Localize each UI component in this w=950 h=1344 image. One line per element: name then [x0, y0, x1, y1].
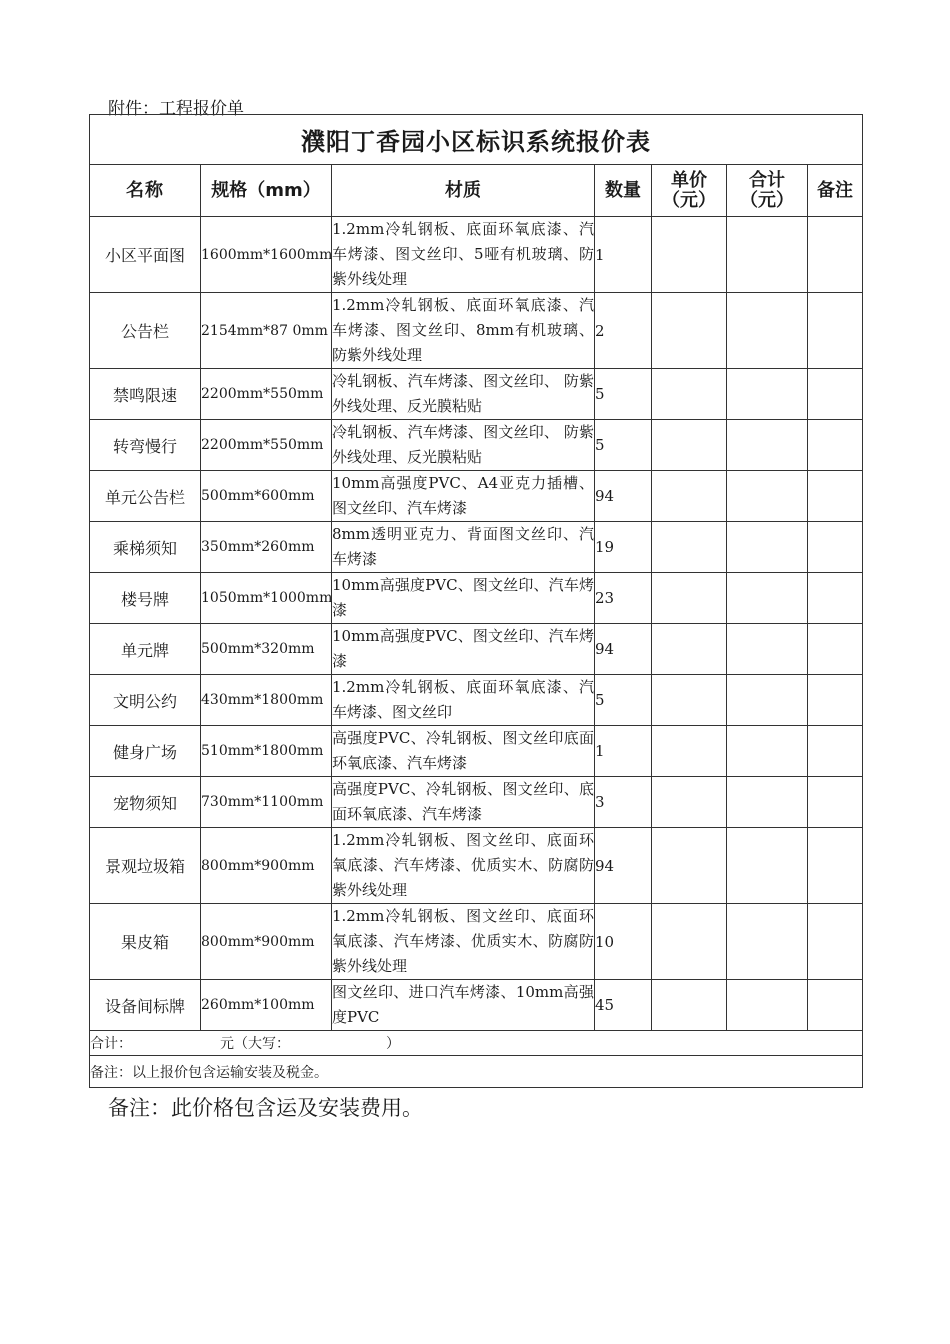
table-row	[90, 828, 863, 904]
table-row	[90, 777, 863, 828]
row-unit-price	[652, 777, 727, 828]
row-unit-price	[652, 471, 727, 522]
total-row	[90, 1031, 863, 1056]
header-unit-price-line2: （元）	[662, 189, 716, 211]
row-qty: 1	[595, 217, 652, 293]
row-material: 冷轧钢板、汽车烤漆、图文丝印、 防紫外线处理、反光膜粘贴	[332, 420, 595, 471]
row-total	[727, 369, 808, 420]
row-material: 1.2mm冷轧钢板、图文丝印、底面环氧底漆、汽车烤漆、优质实木、防腐防紫外线处理	[332, 828, 595, 904]
row-name: 禁鸣限速	[90, 369, 201, 420]
row-material: 高强度PVC、冷轧钢板、图文丝印底面环氧底漆、汽车烤漆	[332, 726, 595, 777]
row-spec: 1050mm*1000mm	[201, 573, 332, 624]
row-remark	[808, 522, 863, 573]
row-spec: 510mm*1800mm	[201, 726, 332, 777]
table-title: 濮阳丁香园小区标识系统报价表	[90, 115, 863, 165]
row-material: 1.2mm冷轧钢板、图文丝印、底面环氧底漆、汽车烤漆、优质实木、防腐防紫外线处理	[332, 904, 595, 980]
row-total	[727, 522, 808, 573]
row-remark	[808, 573, 863, 624]
row-qty: 5	[595, 369, 652, 420]
row-spec: 800mm*900mm	[201, 904, 332, 980]
row-material: 10mm高强度PVC、图文丝印、汽车烤漆	[332, 573, 595, 624]
header-total-line1: 合计	[749, 169, 785, 191]
row-unit-price	[652, 293, 727, 369]
row-total	[727, 726, 808, 777]
row-name: 单元牌	[90, 624, 201, 675]
row-total	[727, 420, 808, 471]
row-total	[727, 904, 808, 980]
note-text: 备注：以上报价包含运输安装及税金。	[90, 1056, 863, 1088]
attachment-label: 附件：工程报价单	[108, 99, 244, 119]
header-remark: 备注	[808, 165, 863, 217]
row-remark	[808, 777, 863, 828]
row-material: 10mm高强度PVC、图文丝印、汽车烤漆	[332, 624, 595, 675]
row-qty: 94	[595, 828, 652, 904]
footnote: 备注：此价格包含运及安装费用。	[108, 1096, 423, 1120]
table-row	[90, 624, 863, 675]
row-material: 8mm透明亚克力、背面图文丝印、汽车烤漆	[332, 522, 595, 573]
header-unit-price-line1: 单价	[671, 169, 707, 191]
row-total	[727, 624, 808, 675]
row-name: 小区平面图	[90, 217, 201, 293]
row-spec: 1600mm*1600mm	[201, 217, 332, 293]
row-name: 公告栏	[90, 293, 201, 369]
row-material: 10mm高强度PVC、A4亚克力插槽、 图文丝印、汽车烤漆	[332, 471, 595, 522]
total-close-paren: ）	[386, 1036, 400, 1052]
row-total	[727, 293, 808, 369]
header-qty: 数量	[595, 165, 652, 217]
row-qty: 5	[595, 420, 652, 471]
row-remark	[808, 624, 863, 675]
row-qty: 10	[595, 904, 652, 980]
row-spec: 350mm*260mm	[201, 522, 332, 573]
table-row	[90, 217, 863, 293]
row-name: 健身广场	[90, 726, 201, 777]
row-unit-price	[652, 573, 727, 624]
row-spec: 430mm*1800mm	[201, 675, 332, 726]
row-total	[727, 675, 808, 726]
row-name: 文明公约	[90, 675, 201, 726]
row-unit-price	[652, 369, 727, 420]
row-unit-price	[652, 726, 727, 777]
table-row	[90, 980, 863, 1031]
row-qty: 19	[595, 522, 652, 573]
row-material: 1.2mm冷轧钢板、底面环氧底漆、汽车烤漆、图文丝印、5哑有机玻璃、防紫外线处理	[332, 217, 595, 293]
row-total	[727, 217, 808, 293]
row-spec: 2200mm*550mm	[201, 420, 332, 471]
row-qty: 94	[595, 624, 652, 675]
header-spec: 规格（mm）	[201, 165, 332, 217]
row-qty: 1	[595, 726, 652, 777]
row-qty: 23	[595, 573, 652, 624]
row-remark	[808, 726, 863, 777]
row-unit-price	[652, 828, 727, 904]
row-qty: 3	[595, 777, 652, 828]
row-spec: 2200mm*550mm	[201, 369, 332, 420]
row-total	[727, 573, 808, 624]
header-name: 名称	[90, 165, 201, 217]
row-remark	[808, 471, 863, 522]
row-name: 景观垃圾箱	[90, 828, 201, 904]
row-total	[727, 828, 808, 904]
row-unit-price	[652, 980, 727, 1031]
row-remark	[808, 980, 863, 1031]
total-unit-label: 元（大写：	[220, 1036, 290, 1052]
row-remark	[808, 293, 863, 369]
table-row	[90, 904, 863, 980]
note-row	[90, 1056, 863, 1088]
row-name: 宠物须知	[90, 777, 201, 828]
row-spec: 500mm*600mm	[201, 471, 332, 522]
row-unit-price	[652, 217, 727, 293]
row-material: 1.2mm冷轧钢板、底面环氧底漆、汽车烤漆、图文丝印、8mm有机玻璃、防紫外线处理	[332, 293, 595, 369]
row-total	[727, 471, 808, 522]
table-row	[90, 420, 863, 471]
row-remark	[808, 675, 863, 726]
row-name: 乘梯须知	[90, 522, 201, 573]
header-total	[727, 165, 808, 217]
table-row	[90, 522, 863, 573]
row-qty: 5	[595, 675, 652, 726]
row-spec: 500mm*320mm	[201, 624, 332, 675]
row-qty: 45	[595, 980, 652, 1031]
row-qty: 2	[595, 293, 652, 369]
header-unit-price	[652, 165, 727, 217]
row-unit-price	[652, 904, 727, 980]
row-unit-price	[652, 522, 727, 573]
row-material: 冷轧钢板、汽车烤漆、图文丝印、 防紫外线处理、反光膜粘贴	[332, 369, 595, 420]
row-unit-price	[652, 420, 727, 471]
row-name: 单元公告栏	[90, 471, 201, 522]
row-material: 高强度PVC、冷轧钢板、图文丝印、底面环氧底漆、汽车烤漆	[332, 777, 595, 828]
row-name: 转弯慢行	[90, 420, 201, 471]
row-remark	[808, 828, 863, 904]
quote-table	[89, 114, 863, 1088]
row-spec: 800mm*900mm	[201, 828, 332, 904]
row-unit-price	[652, 675, 727, 726]
row-material: 1.2mm冷轧钢板、底面环氧底漆、汽车烤漆、图文丝印	[332, 675, 595, 726]
row-spec: 260mm*100mm	[201, 980, 332, 1031]
row-name: 设备间标牌	[90, 980, 201, 1031]
table-row	[90, 369, 863, 420]
row-unit-price	[652, 624, 727, 675]
row-spec: 2154mm*87 0mm	[201, 293, 332, 369]
table-row	[90, 726, 863, 777]
row-name: 果皮箱	[90, 904, 201, 980]
row-remark	[808, 904, 863, 980]
row-remark	[808, 369, 863, 420]
row-total	[727, 980, 808, 1031]
table-row	[90, 573, 863, 624]
row-remark	[808, 217, 863, 293]
row-material: 图文丝印、进口汽车烤漆、10mm高强度PVC	[332, 980, 595, 1031]
table-row	[90, 471, 863, 522]
table-row	[90, 675, 863, 726]
row-spec: 730mm*1100mm	[201, 777, 332, 828]
table-row	[90, 293, 863, 369]
header-material: 材质	[332, 165, 595, 217]
total-label: 合计：	[90, 1036, 132, 1052]
header-total-line2: （元）	[740, 189, 794, 211]
row-remark	[808, 420, 863, 471]
row-name: 楼号牌	[90, 573, 201, 624]
row-qty: 94	[595, 471, 652, 522]
row-total	[727, 777, 808, 828]
table-header-row	[90, 165, 863, 217]
